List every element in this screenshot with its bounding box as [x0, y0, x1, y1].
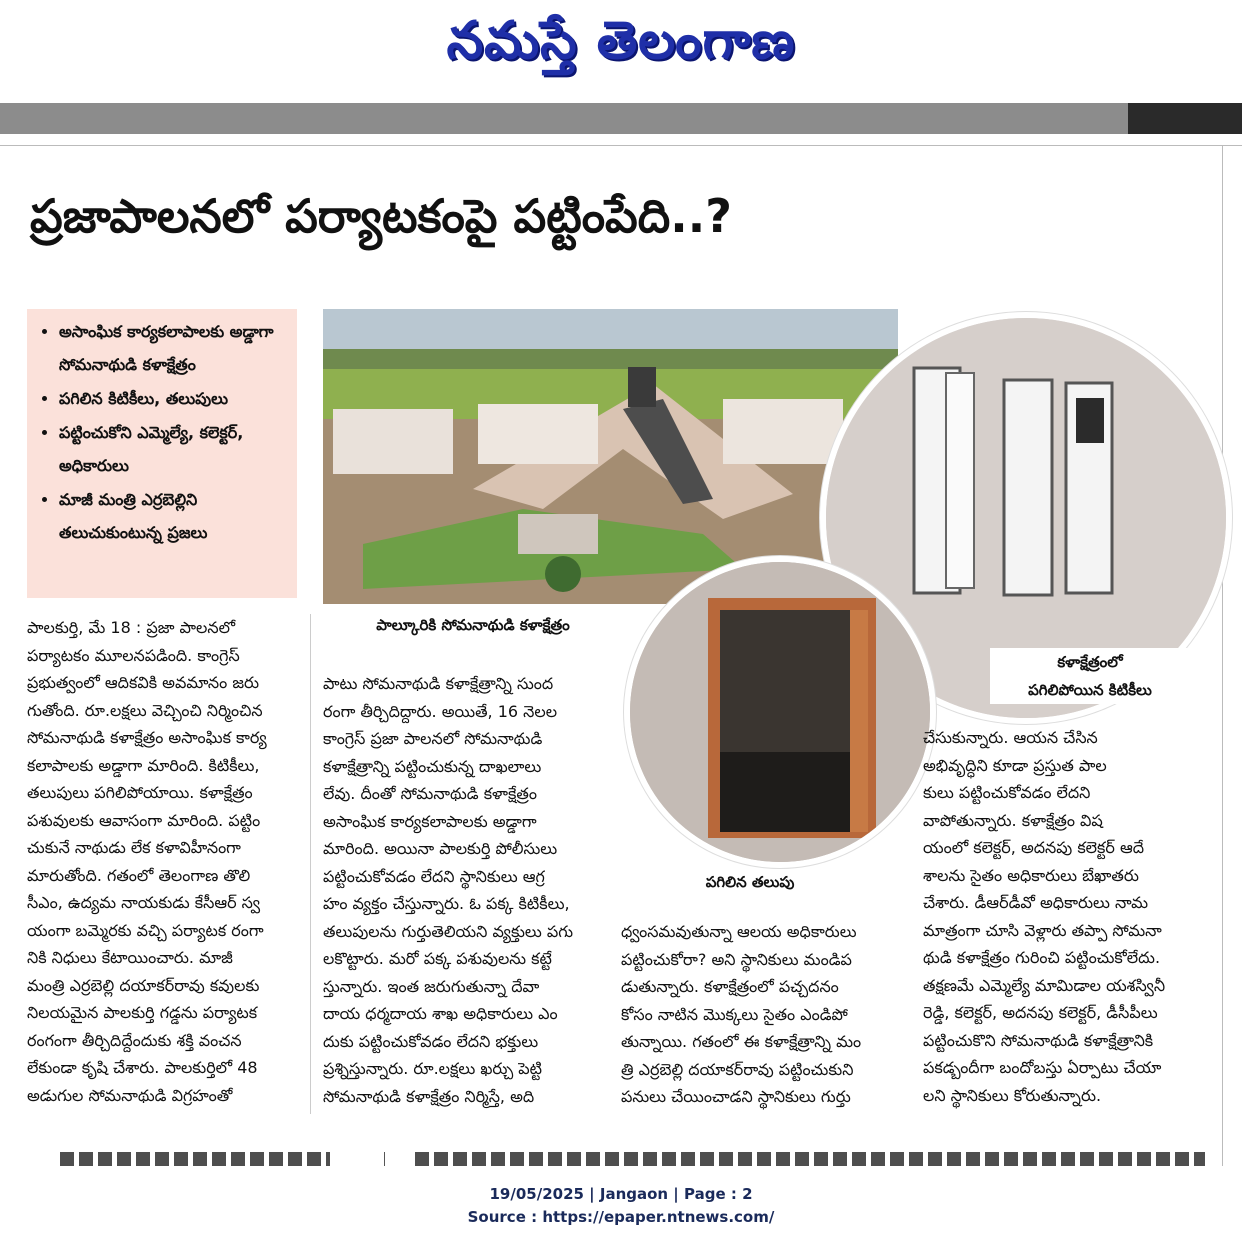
highlights-box	[27, 309, 297, 598]
article-column-1: పాలకుర్తి, మే 18 : ప్రజా పాలనలో పర్యాటకం మూలనపడింది. కాంగ్రెస్ ప్రభుత్వంలో ఆదికవికి అవమానం జరు గుతోంది. రూ.లక్షలు వెచ్చించి నిర్మించిన సోమనాథుడి కళాక్షేత్రం అసాంఘిక కార్య కలాపాలకు అడ్డాగా మారింది. కిటికీలు, తలుపులు పగిలిపోయాయి. కళాక్షేత్రం పశువులకు ఆవాసంగా మారింది. పట్టిం చుకునే నాథుడు లేక కళావిహీనంగా మారుతోంది. గతంలో తెలంగాణ తొలి సీఎం, ఉద్యమ నాయకుడు కేసీఆర్ స్వ యంగా బమ్మెరకు వచ్చి పర్యాటక రంగా నికి నిధులు కేటాయించారు. మాజీ మంత్రి ఎర్రబెల్లి దయాకర్‌రావు కవులకు నిలయమైన పాలకుర్తి గడ్డను పర్యాటక రంగంగా తీర్చిదిద్దేందుకు శక్తి వంచన లేకుండా కృషి చేశారు. పాలకుర్తిలో 48 అడుగుల సోమనాథుడి విగ్రహంతో	[27, 618, 267, 1105]
top-rule	[0, 145, 1242, 146]
newspaper-logo: నమస్తే తెలంగాణ	[446, 10, 796, 71]
header-band	[0, 103, 1242, 134]
next-article-headline-fragment	[60, 1148, 330, 1166]
page-footer	[0, 1183, 1242, 1229]
door-caption: పగిలిన తలుపు	[705, 873, 795, 891]
masthead	[0, 0, 1242, 100]
highlight-item: • మాజీ మంత్రి ఎర్రబెల్లిని తలుచుకుంటున్న ప్రజలు	[59, 483, 291, 549]
column-separator	[310, 614, 311, 1114]
bottom-separator	[384, 1152, 385, 1166]
right-border-rule	[1222, 146, 1223, 1166]
highlight-item: • పగిలిన కిటికీలు, తలుపులు	[59, 382, 291, 415]
source-link[interactable]: Source : https://epaper.ntnews.com/	[467, 1208, 775, 1226]
article-headline: ప్రజాపాలనలో పర్యాటకంపై పట్టింపేది..?	[30, 189, 732, 243]
edition-info: 19/05/2025 | Jangaon | Page : 2	[489, 1185, 753, 1203]
windows-caption: కళాక్షేత్రంలో పగిలిపోయిన కిటికీలు	[990, 648, 1190, 704]
article-column-4: చేసుకున్నారు. ఆయన చేసిన అభివృద్ధిని కూడా ప్రస్తుత పాల కులు పట్టించుకోవడం లేదని వాపోతున్నారు. కళాక్షేత్రం విష యంలో కలెక్టర్, అదనపు కలెక్టర్ ఆదే శాలను సైతం అధికారులు బేఖాతరు చేశారు. డీఆర్‌డీవో అధికారులు నామ మాత్రంగా చూసి వెళ్లారు తప్పా సోమనా థుడి కళాక్షేత్రం గురించి పట్టించుకోలేదు. తక్షణమే ఎమ్మెల్యే మామిడాల యశస్వినీ రెడ్డి, కలెక్టర్, అదనపు కలెక్టర్, డీసీపీలు పట్టించుకొని సోమనాథుడి కళాక్షేత్రానికి పకడ్బందీగా బందోబస్తు ఏర్పాటు చేయా లని స్థానికులు కోరుతున్నారు.	[923, 728, 1166, 1105]
door-illustration	[630, 562, 930, 862]
article-column-2: పాటు సోమనాథుడి కళాక్షేత్రాన్ని సుంద రంగా తీర్చిదిద్దారు. అయితే, 16 నెలల కాంగ్రెస్ ప్రజా పాలనలో సోమనాథుడి కళాక్షేత్రాన్ని పట్టించుకున్న దాఖలాలు లేవు. దీంతో సోమనాథుడి కళాక్షేత్రం అసాంఘిక కార్యకలాపాలకు అడ్డాగా మారింది. అయినా పాలకుర్తి పోలీసులు పట్టించుకోవడం లేదని స్థానికులు ఆగ్ర హం వ్యక్తం చేస్తున్నారు. ఓ పక్క కిటికీలు, తలుపులను గుర్తుతెలియని వ్యక్తులు పగు లకొట్టారు. మరో పక్క పశువులను కట్టే స్తున్నారు. ఇంత జరుగుతున్నా దేవా దాయ ధర్మదాయ శాఖ అధికారులు ఎం దుకు పట్టించుకోవడం లేదని భక్తులు ప్రశ్నిస్తున్నారు. రూ.లక్షలు ఖర్చు పెట్టి సోమనాథుడి కళాక్షేత్రం నిర్మిస్తే, అది	[323, 674, 574, 1106]
next-article-headline-fragment	[415, 1148, 1205, 1166]
main-photo-caption: పాల్కూరికి సోమనాథుడి కళాక్షేత్రం	[376, 616, 570, 634]
article-column-3: ధ్వంసమవుతున్నా ఆలయ అధికారులు పట్టించుకోరా? అని స్థానికులు మండిప డుతున్నారు. కళాక్షేత్రంలో పచ్చదనం కోసం నాటిన మొక్కలు సైతం ఎండిపో తున్నాయి. గతంలో ఈ కళాక్షేత్రాన్ని మం త్రి ఎర్రబెల్లి దయాకర్‌రావు పట్టించుకుని పనులు చేయించాడని స్థానికులు గుర్తు	[621, 922, 862, 1106]
highlight-item: • పట్టించుకోని ఎమ్మెల్యే, కలెక్టర్, అధికారులు	[59, 416, 291, 482]
header-band-dark-block	[1128, 103, 1242, 134]
highlight-item: • అసాంఘిక కార్యకలాపాలకు అడ్డాగా సోమనాథుడి కళాక్షేత్రం	[59, 315, 291, 381]
broken-door-photo	[624, 556, 936, 868]
